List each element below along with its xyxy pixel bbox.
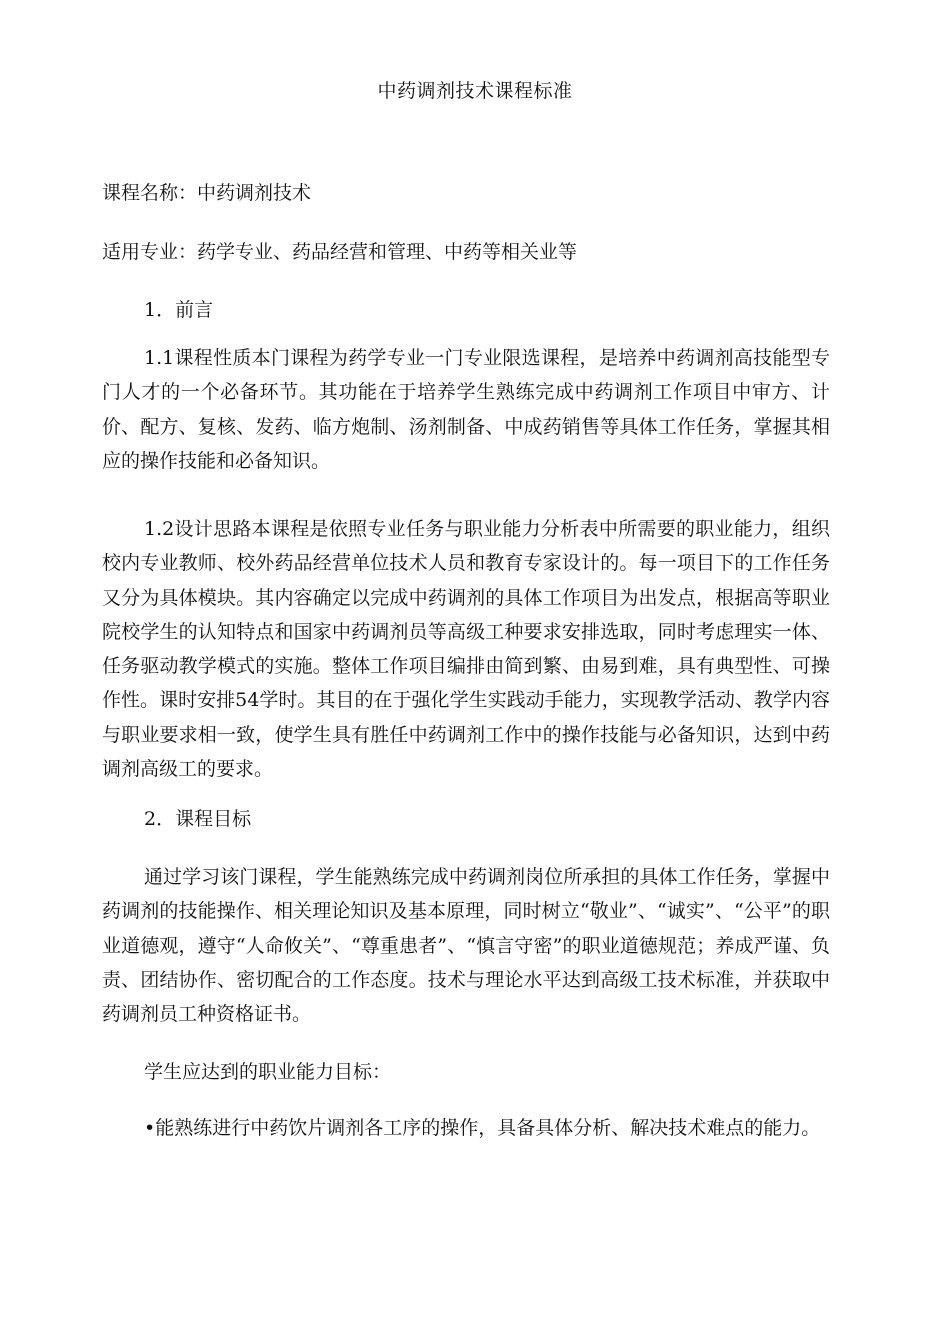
applicable-major: 适用专业：药学专业、药品经营和管理、中药等相关业等 [102, 241, 578, 263]
ability-objectives-heading: 学生应达到的职业能力目标： [144, 1061, 392, 1083]
section-2-heading: 2．课程目标 [144, 808, 252, 830]
paragraph-design-approach: 1.2设计思路本课程是依照专业任务与职业能力分析表中所需要的职业能力，组织校内专业教师、校外药品经营单位技术人员和教育专家设计的。每一项目下的工作任务又分为具体模块。其内容确定以完成中药调剂的具体工作项目为出发点，根据高等职业院校学生的认知特点和国家中药调剂员等高级工种要求安排选取，同时考虑理实一体、任务驱动教学模式的实施。整体工作项目编排由简到繁、由易到难，具有典型性、可操作性。课时安排54学时。其目的在于强化学生实践动手能力，实现教学活动、教学内容与职业要求相一致，使学生具有胜任中药调剂工作中的操作技能与必备知识，达到中药调剂高级工的要求。 [102, 518, 830, 781]
section-1-heading: 1．前言 [144, 299, 214, 321]
paragraph-course-nature: 1.1课程性质本门课程为药学专业一门专业限选课程，是培养中药调剂高技能型专门人才的一个必备环节。其功能在于培养学生熟练完成中药调剂工作项目中审方、计价、配方、复核、发药、临方炮制、汤剂制备、中成药销售等具体工作任务，掌握其相应的操作技能和必备知识。 [102, 347, 830, 472]
bullet-item: •能熟练进行中药饮片调剂各工序的操作，具备具体分析、解决技术难点的能力。 [144, 1117, 821, 1139]
course-name: 课程名称：中药调剂技术 [102, 182, 312, 204]
paragraph-course-objectives: 通过学习该门课程，学生能熟练完成中药调剂岗位所承担的具体工作任务，掌握中药调剂的技能操作、相关理论知识及基本原理，同时树立“敬业”、“诚实”、“公平”的职业道德观，遵守“人命攸关”、“尊重患者”、“慎言守密”的职业道德规范；养成严谨、负责、团结协作、密切配合的工作态度。技术与理论水平达到高级工技术标准，并获取中药调剂员工种资格证书。 [102, 866, 830, 1026]
document-title: 中药调剂技术课程标准 [377, 80, 573, 102]
